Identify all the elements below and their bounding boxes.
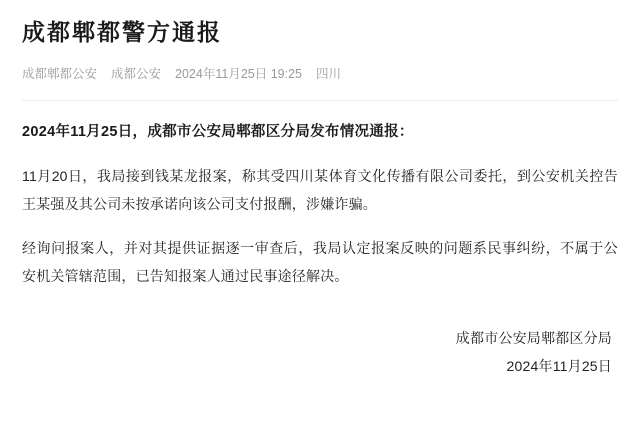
- signature-organization: 成都市公安局郫都区分局: [455, 330, 612, 347]
- article-paragraph-1: 11月20日，我局接到钱某龙报案，称其受四川某体育文化传播有限公司委托，到公安机关控告王某强及其公司未按承诺向该公司支付报酬，涉嫌诈骗。: [22, 168, 618, 213]
- divider: [22, 100, 618, 101]
- page-title: 成都郫都警方通报: [22, 19, 222, 45]
- article-signature: [22, 324, 618, 380]
- article-meta: [22, 64, 618, 82]
- meta-account: 成都公安: [111, 66, 162, 81]
- meta-source: 成都郫都公安: [22, 66, 98, 81]
- meta-datetime: 2024年11月25日 19:25: [175, 66, 302, 81]
- signature-date: 2024年11月25日: [506, 358, 612, 375]
- article-lead: 2024年11月25日，成都市公安局郫都区分局发布情况通报：: [22, 123, 414, 140]
- article-paragraph-2: 经询问报案人，并对其提供证据逐一审查后，我局认定报案反映的问题系民事纠纷，不属于公安机关管辖范围，已告知报案人通过民事途径解决。: [22, 240, 618, 285]
- meta-location: 四川: [315, 66, 341, 81]
